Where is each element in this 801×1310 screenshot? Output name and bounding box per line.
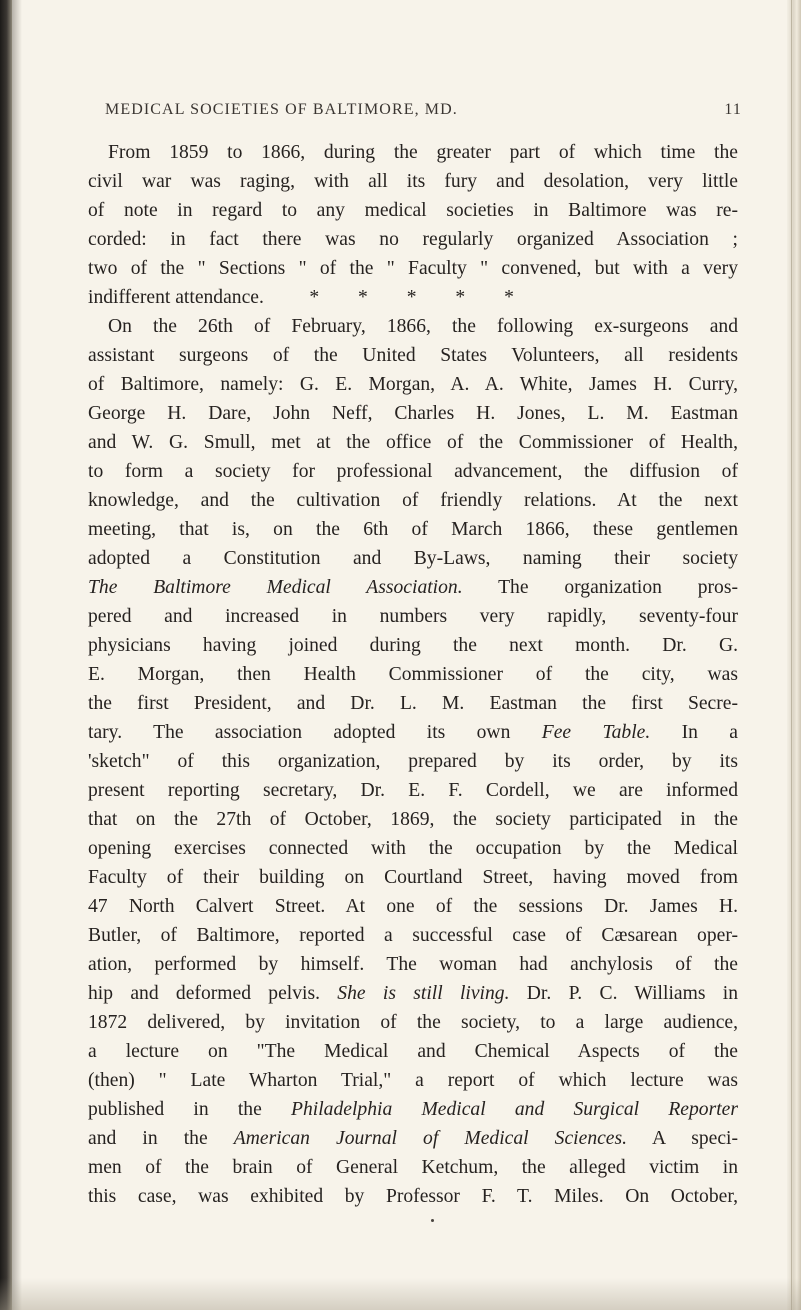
- book-spine-shadow: [0, 0, 12, 1310]
- text-line: civil war was raging, with all its fury and desolation, very little: [88, 171, 738, 192]
- text-line: of note in regard to any medical societies in Baltimore was re-: [88, 200, 738, 221]
- text-span: published in the: [88, 1099, 292, 1120]
- text-line: adopted a Constitution and By-Laws, naming their society: [88, 548, 738, 569]
- page-body: [88, 138, 738, 1211]
- text-line: On the 26th of February, 1866, the following ex-surgeons and: [108, 316, 738, 337]
- text-line: [88, 979, 738, 1008]
- text-line: two of the " Sections " of the " Faculty " convened, but with a very: [88, 258, 738, 279]
- text-line: [88, 1124, 738, 1153]
- text-span: hip and deformed pelvis.: [88, 983, 338, 1004]
- text-span: Dr. P. C. Williams in: [509, 983, 738, 1004]
- italic-title: American Journal of Medical Sciences.: [233, 1128, 628, 1149]
- gutter-shadow: [12, 0, 22, 1310]
- text-line: Faculty of their building on Courtland Street, having moved from: [88, 867, 738, 888]
- text-line: to form a society for professional advancement, the diffusion of: [88, 461, 738, 482]
- text-line: [88, 573, 738, 602]
- text-line: pered and increased in numbers very rapidly, seventy-four: [88, 606, 738, 627]
- text-span: and in the: [88, 1128, 234, 1149]
- text-line: knowledge, and the cultivation of friendly relations. At the next: [88, 490, 738, 511]
- text-line: [88, 718, 738, 747]
- text-line: opening exercises connected with the occupation by the Medical: [88, 838, 738, 859]
- page-number: 11: [724, 101, 742, 118]
- print-speck: [431, 1219, 434, 1222]
- text-line: Butler, of Baltimore, reported a successful case of Cæsarean oper-: [88, 925, 738, 946]
- italic-title: Philadelphia Medical and Surgical Reporter: [291, 1099, 738, 1120]
- text-span: indifferent attendance.: [88, 287, 264, 308]
- text-line: present reporting secretary, Dr. E. F. Cordell, we are informed: [88, 780, 738, 801]
- running-head: [105, 101, 742, 125]
- text-span: A speci-: [627, 1128, 738, 1149]
- italic-title: The Baltimore Medical Association.: [88, 577, 463, 598]
- text-line: 'sketch" of this organization, prepared by its order, by its: [88, 751, 738, 772]
- text-line: meeting, that is, on the 6th of March 1866, these gentlemen: [88, 519, 738, 540]
- text-line: a lecture on "The Medical and Chemical Aspects of the: [88, 1041, 738, 1062]
- text-span: tary. The association adopted its own: [88, 722, 542, 743]
- text-span: In a: [650, 722, 738, 743]
- text-line: corded: in fact there was no regularly organized Association ;: [88, 229, 738, 250]
- text-line-last: [88, 283, 738, 312]
- running-head-title: MEDICAL SOCIETIES OF BALTIMORE, MD.: [105, 101, 458, 118]
- text-line: physicians having joined during the next month. Dr. G.: [88, 635, 738, 656]
- text-line: the first President, and Dr. L. M. Eastman the first Secre-: [88, 693, 738, 714]
- text-line: and W. G. Smull, met at the office of the Commissioner of Health,: [88, 432, 738, 453]
- page-edge: [787, 0, 801, 1310]
- text-line: of Baltimore, namely: G. E. Morgan, A. A. White, James H. Curry,: [88, 374, 738, 395]
- text-line: (then) " Late Wharton Trial," a report of which lecture was: [88, 1070, 738, 1091]
- text-line: George H. Dare, John Neff, Charles H. Jones, L. M. Eastman: [88, 403, 738, 424]
- text-line: E. Morgan, then Health Commissioner of the city, was: [88, 664, 738, 685]
- italic-phrase: She is still living.: [337, 983, 510, 1004]
- text-line: 47 North Calvert Street. At one of the sessions Dr. James H.: [88, 896, 738, 917]
- asterisk-ellipsis: * * * * *: [309, 287, 514, 308]
- page-edge-line: [791, 0, 792, 1310]
- text-line: men of the brain of General Ketchum, the alleged victim in: [88, 1157, 738, 1178]
- text-line: ation, performed by himself. The woman had anchylosis of the: [88, 954, 738, 975]
- text-line: 1872 delivered, by invitation of the society, to a large audience,: [88, 1012, 738, 1033]
- text-line: assistant surgeons of the United States Volunteers, all residents: [88, 345, 738, 366]
- text-line: that on the 27th of October, 1869, the society participated in the: [88, 809, 738, 830]
- bottom-shadow: [0, 1278, 801, 1310]
- text-line: [88, 1095, 738, 1124]
- text-line: From 1859 to 1866, during the greater part of which time the: [108, 142, 738, 163]
- italic-title: Fee Table.: [541, 722, 651, 743]
- text-line: this case, was exhibited by Professor F. T. Miles. On October,: [88, 1186, 738, 1207]
- text-span: The organization pros-: [462, 577, 738, 598]
